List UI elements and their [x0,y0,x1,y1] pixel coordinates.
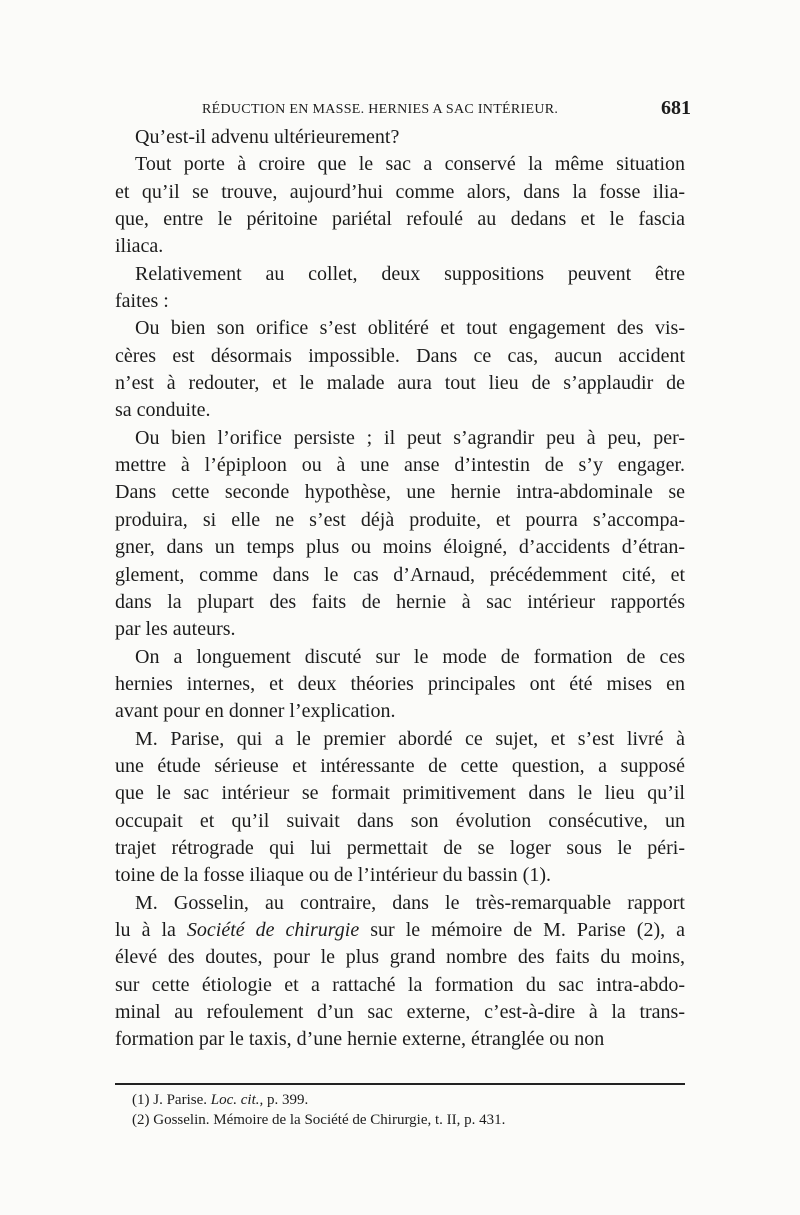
text-line: occupait et qu’il suivait dans son évolution consécutive, un [115,809,685,832]
italic-society-name: Société de chirurgie [186,918,360,941]
text-line: formation par le taxis, d’une hernie externe, étranglée ou non [115,1028,605,1051]
text-line: produira, si elle ne s’est déjà produite, et pourra s’accompa- [115,508,685,531]
running-title: RÉDUCTION EN MASSE. HERNIES A SAC INTÉRIEUR. [202,102,559,117]
text-line: trajet rétrograde qui lui permettait de se loger sous le péri- [115,836,685,859]
text-line: lu à la Société de chirurgie sur le mémoire de M. Parise (2), a [115,918,685,941]
text-line: M. Gosselin, au contraire, dans le très-remarquable rapport [135,891,685,914]
paragraph [115,124,685,151]
text-line: Ou bien l’orifice persiste ; il peut s’agrandir peu à peu, per- [135,426,685,449]
text-line: M. Parise, qui a le premier abordé ce sujet, et s’est livré à [135,727,685,750]
text-line: que le sac intérieur se formait primitivement dans le lieu qu’il [115,782,685,805]
paragraph [115,151,685,260]
text-line: dans la plupart des faits de hernie à sac intérieur rapportés [115,590,685,613]
footnote-text: Gosselin. Mémoire de la Société de Chirurgie, t. II, p. 431. [153,1112,506,1128]
page-number: 681 [661,97,691,119]
paragraph [115,315,685,424]
text-line: faites : [115,290,169,313]
text-line: minal au refoulement d’un sac externe, c’est-à-dire à la trans- [115,1001,685,1023]
footnote-author: J. Parise. [153,1092,207,1108]
footnote-2 [132,1110,682,1130]
text-line: hernies internes, et deux théories principales ont été mises en [115,672,685,695]
text-line: sur cette étiologie et a rattaché la formation du sac intra-abdo- [115,973,685,996]
text-line: Qu’est-il advenu ultérieurement? [135,126,400,148]
text-line: par les auteurs. [115,618,236,641]
text-line: Tout porte à croire que le sac a conservé la même situation [135,153,685,176]
text-line: Dans cette seconde hypothèse, une hernie intra-abdominale se [115,481,685,504]
paragraph [115,644,685,726]
text-line: avant pour en donner l’explication. [115,700,396,723]
paragraph [115,726,685,890]
text-line: iliaca. [115,235,164,258]
text-line: glement, comme dans le cas d’Arnaud, précédemment cité, et [115,563,685,586]
footnotes [132,1090,682,1130]
text-line: toine de la fosse iliaque ou de l’intérieur du bassin (1). [115,864,551,887]
text-line: n’est à redouter, et le malade aura tout lieu de s’applaudir de [115,372,685,395]
footnote-marker: (2) [132,1112,150,1128]
text-line: élevé des doutes, pour le plus grand nombre des faits du moins, [115,946,685,969]
text-line: Relativement au collet, deux suppositions peuvent être [135,262,685,285]
text-line: que, entre le péritoine pariétal refoulé au dedans et le fascia [115,208,685,231]
paragraph [115,261,685,316]
text-line: cères est désormais impossible. Dans ce cas, aucun accident [115,344,685,367]
body-text [115,124,685,1054]
footnote-reference: Loc. cit., [210,1092,264,1108]
text-line: gner, dans un temps plus ou moins éloigné, d’accidents d’étran- [115,536,685,559]
text-line: Ou bien son orifice s’est oblitéré et tout engagement des vis- [135,317,685,340]
text-line: mettre à l’épiploon ou à une anse d’intestin de s’y engager. [115,454,685,477]
text-line: sa conduite. [115,399,211,422]
text-line: une étude sérieuse et intéressante de cette question, a supposé [115,754,685,777]
footnote-rule [115,1083,685,1085]
footnote-1 [132,1090,682,1110]
footnote-page: p. 399. [267,1092,309,1108]
page-header [115,97,691,122]
paragraph [115,890,685,1054]
paragraph [115,425,685,644]
text-line: On a longuement discuté sur le mode de formation de ces [135,645,685,668]
footnote-marker: (1) [132,1092,150,1108]
text-line: et qu’il se trouve, aujourd’hui comme alors, dans la fosse ilia- [115,180,685,203]
